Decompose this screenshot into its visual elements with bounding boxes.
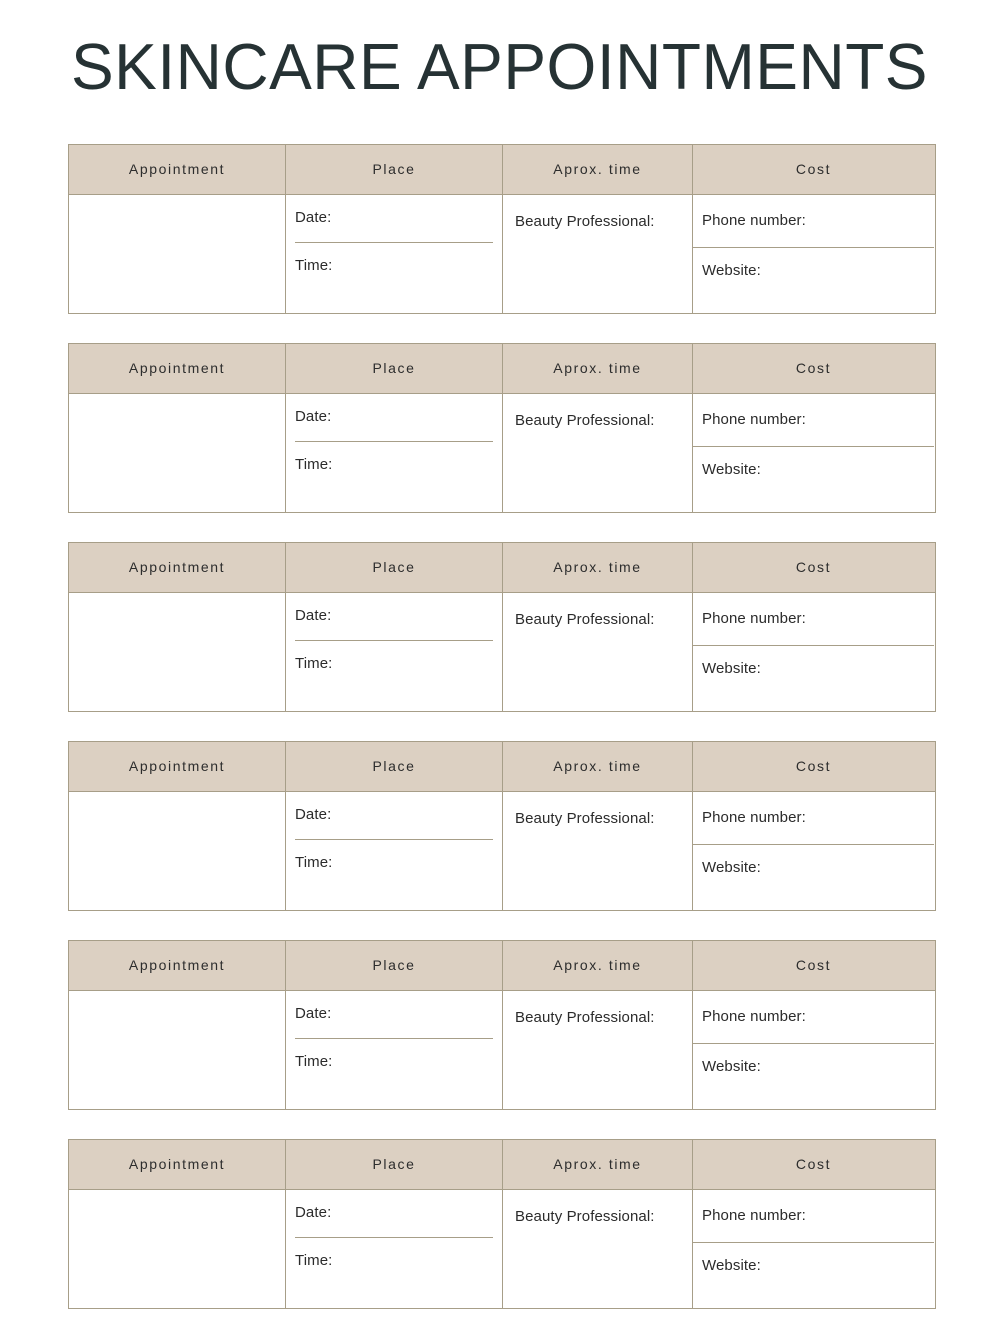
table-row <box>69 592 935 711</box>
column-header-cost: Cost <box>795 360 832 377</box>
time-entry-field[interactable] <box>295 1039 493 1109</box>
cost-cell <box>693 593 934 711</box>
beauty-professional-label: Beauty Professional: <box>515 610 655 628</box>
phone-number-label: Phone number: <box>702 808 806 826</box>
place-cell <box>286 991 503 1109</box>
cost-cell <box>693 792 934 910</box>
beauty-professional-entry-field[interactable] <box>503 593 692 711</box>
website-label: Website: <box>702 460 761 478</box>
date-label: Date: <box>295 209 332 227</box>
date-entry-field[interactable] <box>295 1190 493 1238</box>
website-entry-field[interactable] <box>693 248 934 313</box>
appointment-blocks-list <box>68 144 936 1309</box>
column-header-approx_time: Aprox. time <box>503 742 693 791</box>
website-entry-field[interactable] <box>693 447 934 512</box>
place-cell <box>286 394 503 512</box>
beauty-professional-entry-field[interactable] <box>503 394 692 512</box>
appointment-block <box>68 741 936 911</box>
date-label: Date: <box>295 408 332 426</box>
column-header-cost: Cost <box>795 1156 832 1173</box>
column-header-place: Place <box>286 941 503 990</box>
place-cell <box>286 195 503 313</box>
appointment-entry-field[interactable] <box>69 1190 286 1308</box>
column-header-approx_time: Aprox. time <box>503 145 693 194</box>
appointment-entry-field[interactable] <box>69 792 286 910</box>
appointment-entry-field[interactable] <box>69 195 286 313</box>
time-label: Time: <box>295 853 333 871</box>
table-row <box>69 194 935 313</box>
phone-number-entry-field[interactable] <box>693 991 934 1044</box>
table-header-row <box>69 543 935 592</box>
column-header-cost: Cost <box>795 559 832 576</box>
time-label: Time: <box>295 256 333 274</box>
date-label: Date: <box>295 806 332 824</box>
beauty-professional-entry-field[interactable] <box>503 792 692 910</box>
website-entry-field[interactable] <box>693 1044 934 1109</box>
date-label: Date: <box>295 1204 332 1222</box>
appointment-block <box>68 940 936 1110</box>
column-header-appointment: Appointment <box>69 1140 286 1189</box>
table-header-row <box>69 1140 935 1189</box>
appointment-block <box>68 542 936 712</box>
column-header-place: Place <box>286 1140 503 1189</box>
approx-time-cell[interactable] <box>503 991 693 1109</box>
date-label: Date: <box>295 607 332 625</box>
column-header-place: Place <box>286 145 503 194</box>
website-label: Website: <box>702 1057 761 1075</box>
appointment-entry-field[interactable] <box>69 394 286 512</box>
time-label: Time: <box>295 455 333 473</box>
column-header-approx_time: Aprox. time <box>503 941 693 990</box>
approx-time-cell[interactable] <box>503 593 693 711</box>
beauty-professional-label: Beauty Professional: <box>515 1207 655 1225</box>
website-label: Website: <box>702 659 761 677</box>
column-header-place: Place <box>286 543 503 592</box>
table-row <box>69 791 935 910</box>
time-entry-field[interactable] <box>295 840 493 910</box>
date-entry-field[interactable] <box>295 792 493 840</box>
phone-number-label: Phone number: <box>702 609 806 627</box>
website-entry-field[interactable] <box>693 1243 934 1308</box>
table-header-row <box>69 742 935 791</box>
phone-number-entry-field[interactable] <box>693 593 934 646</box>
phone-number-entry-field[interactable] <box>693 394 934 447</box>
column-header-cost: Cost <box>795 161 832 178</box>
column-header-approx_time: Aprox. time <box>503 1140 693 1189</box>
phone-number-label: Phone number: <box>702 1007 806 1025</box>
place-cell <box>286 593 503 711</box>
beauty-professional-label: Beauty Professional: <box>515 809 655 827</box>
place-cell <box>286 792 503 910</box>
website-label: Website: <box>702 261 761 279</box>
column-header-place: Place <box>286 344 503 393</box>
cost-cell <box>693 195 934 313</box>
beauty-professional-entry-field[interactable] <box>503 1190 692 1308</box>
time-entry-field[interactable] <box>295 243 493 313</box>
website-label: Website: <box>702 858 761 876</box>
beauty-professional-label: Beauty Professional: <box>515 411 655 429</box>
time-entry-field[interactable] <box>295 442 493 512</box>
time-label: Time: <box>295 1052 333 1070</box>
cost-cell <box>693 1190 934 1308</box>
phone-number-label: Phone number: <box>702 211 806 229</box>
table-row <box>69 990 935 1109</box>
beauty-professional-label: Beauty Professional: <box>515 212 655 230</box>
time-label: Time: <box>295 654 333 672</box>
date-entry-field[interactable] <box>295 394 493 442</box>
appointment-entry-field[interactable] <box>69 593 286 711</box>
phone-number-label: Phone number: <box>702 1206 806 1224</box>
beauty-professional-entry-field[interactable] <box>503 991 692 1109</box>
appointment-entry-field[interactable] <box>69 991 286 1109</box>
cost-cell <box>693 991 934 1109</box>
column-header-approx_time: Aprox. time <box>503 543 693 592</box>
approx-time-cell[interactable] <box>503 394 693 512</box>
table-row <box>69 1189 935 1308</box>
table-header-row <box>69 145 935 194</box>
website-entry-field[interactable] <box>693 845 934 910</box>
phone-number-entry-field[interactable] <box>693 792 934 845</box>
table-header-row <box>69 941 935 990</box>
approx-time-cell[interactable] <box>503 792 693 910</box>
place-cell <box>286 1190 503 1308</box>
time-label: Time: <box>295 1251 333 1269</box>
column-header-appointment: Appointment <box>69 145 286 194</box>
column-header-place: Place <box>286 742 503 791</box>
appointment-block <box>68 144 936 314</box>
beauty-professional-label: Beauty Professional: <box>515 1008 655 1026</box>
column-header-approx_time: Aprox. time <box>503 344 693 393</box>
appointment-block <box>68 1139 936 1309</box>
appointment-block <box>68 343 936 513</box>
cost-cell <box>693 394 934 512</box>
approx-time-cell[interactable] <box>503 195 693 313</box>
date-label: Date: <box>295 1005 332 1023</box>
column-header-appointment: Appointment <box>69 543 286 592</box>
phone-number-entry-field[interactable] <box>693 1190 934 1243</box>
column-header-appointment: Appointment <box>69 742 286 791</box>
table-header-row <box>69 344 935 393</box>
beauty-professional-entry-field[interactable] <box>503 195 692 313</box>
approx-time-cell[interactable] <box>503 1190 693 1308</box>
phone-number-label: Phone number: <box>702 410 806 428</box>
page-title: SKINCARE APPOINTMENTS <box>70 30 929 103</box>
column-header-appointment: Appointment <box>69 941 286 990</box>
column-header-cost: Cost <box>795 758 832 775</box>
date-entry-field[interactable] <box>295 195 493 243</box>
column-header-appointment: Appointment <box>69 344 286 393</box>
date-entry-field[interactable] <box>295 991 493 1039</box>
column-header-cost: Cost <box>795 957 832 974</box>
website-entry-field[interactable] <box>693 646 934 711</box>
date-entry-field[interactable] <box>295 593 493 641</box>
table-row <box>69 393 935 512</box>
time-entry-field[interactable] <box>295 641 493 711</box>
website-label: Website: <box>702 1256 761 1274</box>
time-entry-field[interactable] <box>295 1238 493 1308</box>
phone-number-entry-field[interactable] <box>693 195 934 248</box>
